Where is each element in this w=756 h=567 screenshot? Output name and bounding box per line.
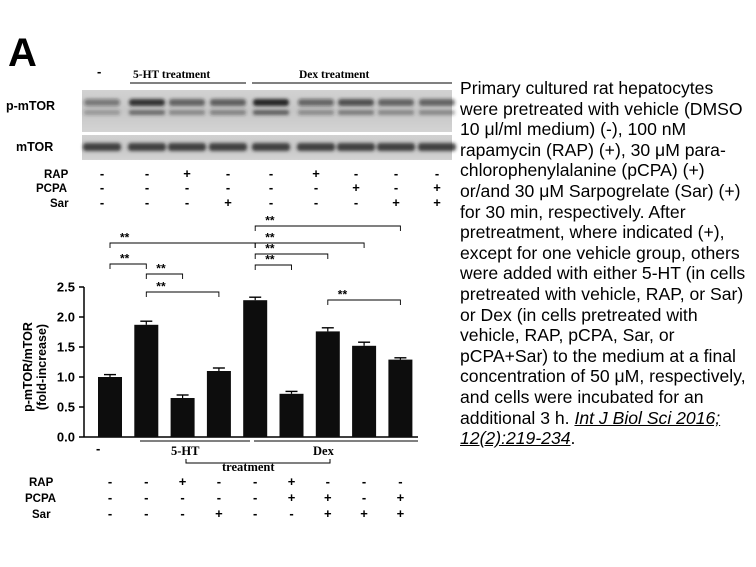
treatment-sign: + bbox=[324, 490, 332, 505]
blot-treatment-sign: - bbox=[434, 166, 440, 181]
band-p-mtor-lower bbox=[84, 110, 120, 115]
significance-bracket bbox=[110, 243, 255, 248]
caption-paragraph bbox=[460, 78, 752, 449]
band-mtor bbox=[128, 143, 166, 151]
treatment-caption: treatment bbox=[222, 460, 275, 474]
treatment-sign: + bbox=[396, 490, 405, 505]
blot-treatment-sign: - bbox=[268, 166, 274, 181]
significance-brackets bbox=[110, 214, 400, 306]
band-p-mtor-lower bbox=[338, 110, 374, 115]
treatment-sign: + bbox=[324, 506, 332, 521]
blot-treatment-label-sar: Sar bbox=[50, 198, 69, 210]
blot-treatment-table bbox=[36, 166, 441, 210]
treatment-sign: + bbox=[215, 506, 223, 521]
blot-treatment-label-pcpa: PCPA bbox=[36, 183, 68, 195]
treatment-sign: - bbox=[289, 506, 294, 521]
blot-treatment-sign: - bbox=[313, 180, 319, 195]
band-mtor bbox=[168, 143, 206, 151]
band-p-mtor-upper bbox=[378, 99, 414, 106]
band-p-mtor-lower bbox=[298, 110, 334, 115]
treatment-sign: - bbox=[361, 474, 367, 489]
bar bbox=[280, 394, 304, 437]
y-axis-label: p-mTOR/mTOR(fold-increase) bbox=[21, 322, 49, 412]
band-mtor bbox=[252, 143, 290, 151]
figure-caption bbox=[460, 78, 752, 449]
band-mtor bbox=[418, 143, 456, 151]
treatment-sign: - bbox=[216, 490, 222, 505]
blot-treatment-sign: + bbox=[433, 180, 441, 195]
y-axis-ticks bbox=[57, 280, 84, 445]
panel-label: A bbox=[8, 31, 37, 75]
significance-marker: ** bbox=[156, 261, 166, 276]
band-p-mtor-upper bbox=[338, 99, 374, 106]
citation-link[interactable]: Int J Biol Sci 2016; 12(2):219-234 bbox=[460, 407, 721, 449]
band-p-mtor-upper bbox=[298, 99, 334, 106]
significance-marker: ** bbox=[265, 230, 275, 245]
band-p-mtor-upper bbox=[419, 99, 455, 106]
band-mtor bbox=[377, 143, 415, 151]
treatment-sign: - bbox=[361, 490, 367, 505]
blot-treatment-sign: - bbox=[393, 166, 399, 181]
y-tick-label: 2.0 bbox=[56, 309, 75, 325]
blot-treatment-sign: - bbox=[313, 195, 319, 210]
x-label-control: - bbox=[96, 441, 101, 456]
treatment-sign: - bbox=[180, 490, 185, 505]
y-tick-label: 1.5 bbox=[56, 339, 75, 355]
treatment-sign: + bbox=[178, 474, 187, 489]
western-blot bbox=[6, 64, 456, 210]
blot-header-control: - bbox=[97, 64, 102, 79]
blot-treatment-label-rap: RAP bbox=[44, 169, 69, 181]
chart-treatment-table bbox=[25, 474, 405, 521]
blot-treatment-sign: - bbox=[99, 195, 105, 210]
treatment-sign: - bbox=[253, 474, 258, 489]
treatment-sign: - bbox=[107, 490, 113, 505]
bar bbox=[207, 371, 231, 437]
significance-marker: ** bbox=[156, 279, 166, 294]
treatment-sign: - bbox=[216, 474, 222, 489]
y-tick-label: 0.5 bbox=[56, 399, 75, 415]
treatment-sign: + bbox=[287, 490, 296, 505]
blot-treatment-sign: - bbox=[144, 166, 150, 181]
band-p-mtor-upper bbox=[210, 99, 246, 106]
band-mtor bbox=[83, 143, 121, 151]
bar bbox=[388, 360, 412, 437]
band-p-mtor-upper bbox=[84, 99, 120, 106]
bar bbox=[316, 331, 340, 437]
blot-treatment-sign: - bbox=[225, 166, 231, 181]
blot-treatment-sign: + bbox=[183, 166, 191, 181]
blot-treatment-sign: - bbox=[225, 180, 231, 195]
blot-treatment-sign: - bbox=[268, 180, 274, 195]
treatment-sign: - bbox=[398, 474, 403, 489]
blot-treatment-sign: - bbox=[144, 180, 150, 195]
chart-treatment-label-rap: RAP bbox=[29, 477, 54, 489]
blot-header-5ht: 5-HT treatment bbox=[133, 69, 211, 81]
blot-treatment-sign: + bbox=[352, 180, 360, 195]
significance-bracket bbox=[255, 226, 400, 231]
band-p-mtor-upper bbox=[169, 99, 205, 106]
significance-marker: ** bbox=[337, 287, 348, 302]
band-p-mtor-upper bbox=[129, 99, 165, 106]
chart-treatment-label-pcpa: PCPA bbox=[25, 493, 57, 505]
bar bbox=[171, 398, 195, 437]
chart-treatment-label-sar: Sar bbox=[32, 509, 51, 521]
treatment-sign: - bbox=[144, 506, 149, 521]
significance-marker: ** bbox=[120, 251, 130, 266]
blot-treatment-sign: - bbox=[393, 180, 399, 195]
significance-marker: ** bbox=[120, 230, 130, 245]
blot-row-label-mtor: mTOR bbox=[16, 140, 54, 154]
blot-treatment-sign: + bbox=[433, 195, 441, 210]
treatment-sign: - bbox=[253, 490, 258, 505]
treatment-sign: - bbox=[107, 506, 113, 521]
band-mtor bbox=[209, 143, 247, 151]
band-p-mtor-lower bbox=[169, 110, 205, 115]
treatment-sign: - bbox=[144, 490, 149, 505]
bar bbox=[352, 346, 376, 437]
blot-treatment-sign: - bbox=[353, 195, 359, 210]
blot-treatment-sign: + bbox=[312, 166, 320, 181]
blot-treatment-sign: - bbox=[184, 180, 190, 195]
band-p-mtor-lower bbox=[210, 110, 246, 115]
blot-treatment-sign: - bbox=[353, 166, 359, 181]
blot-treatment-sign: - bbox=[99, 180, 105, 195]
group-label-dex: Dex bbox=[313, 444, 334, 458]
citation-period: . bbox=[570, 428, 576, 449]
band-p-mtor-upper bbox=[253, 99, 289, 106]
treatment-sign: - bbox=[107, 474, 113, 489]
bar bbox=[98, 377, 122, 437]
y-tick-label: 2.5 bbox=[56, 279, 75, 295]
treatment-sign: - bbox=[180, 506, 185, 521]
band-p-mtor-lower bbox=[253, 110, 289, 115]
blot-treatment-sign: - bbox=[144, 195, 150, 210]
group-label-5ht: 5-HT bbox=[171, 444, 200, 458]
blot-treatment-sign: + bbox=[224, 195, 232, 210]
treatment-sign: - bbox=[325, 474, 330, 489]
treatment-sign: + bbox=[360, 506, 368, 521]
band-mtor bbox=[337, 143, 375, 151]
y-tick-label: 1.0 bbox=[56, 369, 75, 385]
treatment-sign: - bbox=[144, 474, 149, 489]
treatment-sign: - bbox=[253, 506, 258, 521]
bar bbox=[243, 300, 267, 437]
band-p-mtor-lower bbox=[419, 110, 455, 115]
bar-chart bbox=[21, 214, 418, 522]
caption-text: Primary cultured rat hepatocytes were pretreated with vehicle (DMSO 10 μl/ml medium) (-), 100 nM rapamycin (RAP) (+), 30 μM para-chlorophenylalanine (pCPA) (+) or/and 30 μM Sarpogrelate (Sar) (+) for 30 min, respectively. After pretreatment, where indicated (+), except for one vehicle group, others were added with either 5-HT (in cells pretreated with vehicle, RAP, or Sar) or Dex (in cells pretreated with vehicle, RAP, pCPA, Sar, or pCPA+Sar) to the medium at a final concentration of 50 μM, respectively, and cells were incubated for an additional 3 h. bbox=[460, 78, 746, 428]
blot-header-dex: Dex treatment bbox=[299, 69, 370, 81]
blot-treatment-sign: - bbox=[268, 195, 274, 210]
significance-marker: ** bbox=[265, 252, 275, 267]
treatment-sign: + bbox=[287, 474, 296, 489]
band-p-mtor-lower bbox=[378, 110, 414, 115]
blot-treatment-sign: + bbox=[392, 195, 400, 210]
band-mtor bbox=[297, 143, 335, 151]
y-tick-label: 0.0 bbox=[56, 429, 75, 445]
significance-marker: ** bbox=[265, 213, 275, 228]
blot-treatment-sign: - bbox=[99, 166, 105, 181]
bar bbox=[134, 325, 158, 437]
band-p-mtor-lower bbox=[129, 110, 165, 115]
significance-marker: ** bbox=[265, 241, 275, 256]
blot-row-label-p-mtor: p-mTOR bbox=[6, 99, 56, 113]
blot-treatment-sign: - bbox=[184, 195, 190, 210]
treatment-sign: + bbox=[396, 506, 405, 521]
